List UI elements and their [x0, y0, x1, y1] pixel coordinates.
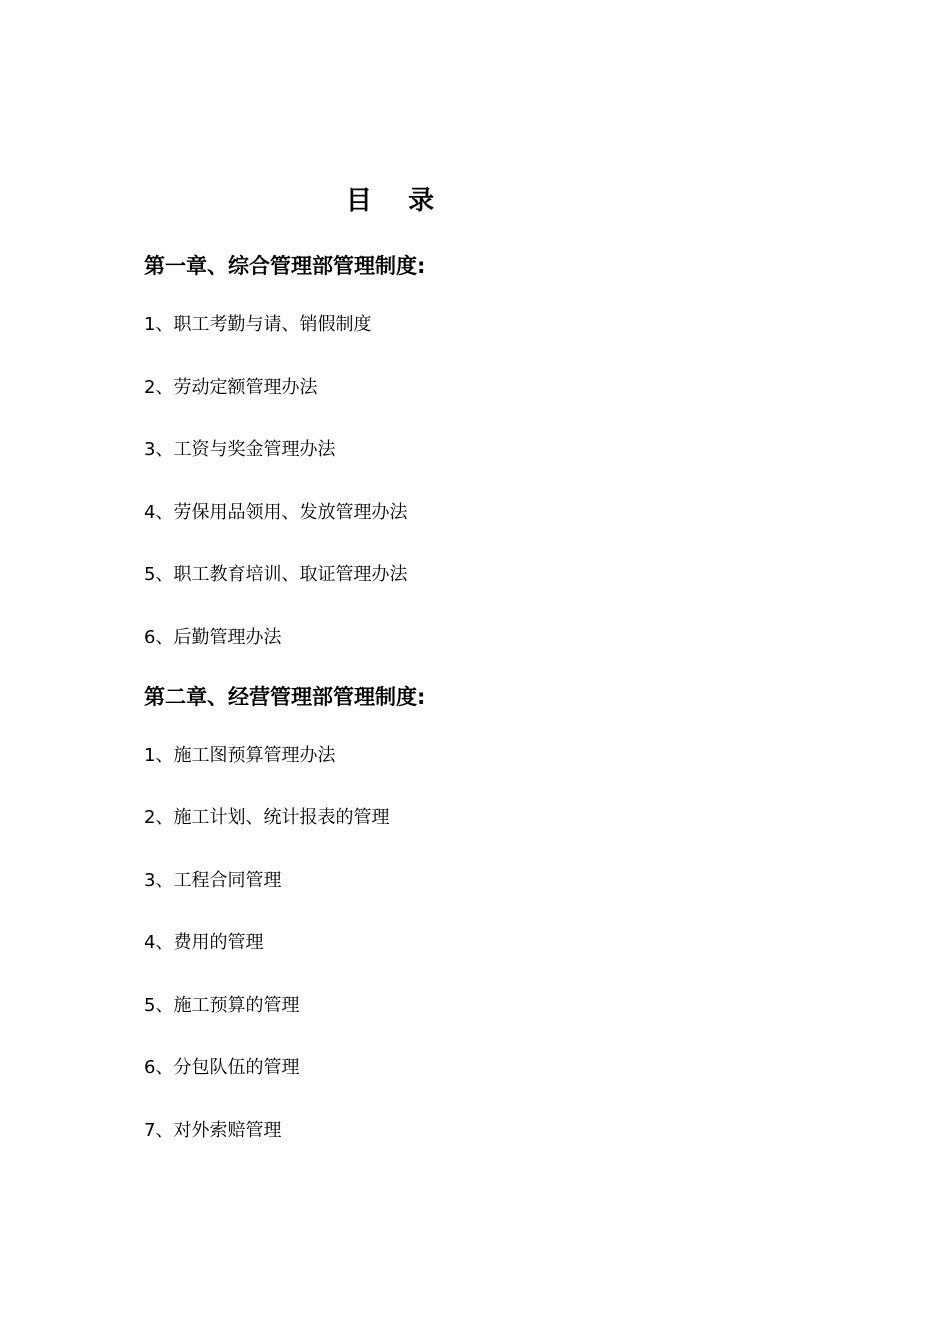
chapter-2-item-list	[144, 743, 844, 1144]
toc-item: 3、工程合同管理	[144, 869, 282, 891]
toc-item: 1、职工考勤与请、销假制度	[144, 314, 372, 335]
toc-item: 3、工资与奖金管理办法	[144, 439, 336, 460]
chapter-heading-1: 第一章、综合管理部管理制度:	[144, 254, 426, 278]
toc-item: 5、职工教育培训、取证管理办法	[144, 564, 408, 585]
toc-item: 5、施工预算的管理	[144, 994, 300, 1016]
toc-item: 4、费用的管理	[144, 932, 264, 953]
toc-item: 1、施工图预算管理办法	[144, 744, 336, 766]
table-of-contents	[144, 248, 844, 1144]
toc-item: 7、对外索赔管理	[144, 1119, 282, 1141]
chapter-1-item-list	[144, 312, 844, 651]
toc-item: 6、后勤管理办法	[144, 626, 282, 648]
toc-item: 2、劳动定额管理办法	[144, 376, 318, 398]
chapter-heading-2: 第二章、经营管理部管理制度:	[144, 684, 426, 709]
toc-item: 4、劳保用品领用、发放管理办法	[144, 501, 408, 523]
document-title: 目 录	[345, 186, 435, 216]
toc-item: 6、分包队伍的管理	[144, 1057, 300, 1078]
toc-item: 2、施工计划、统计报表的管理	[144, 807, 390, 828]
